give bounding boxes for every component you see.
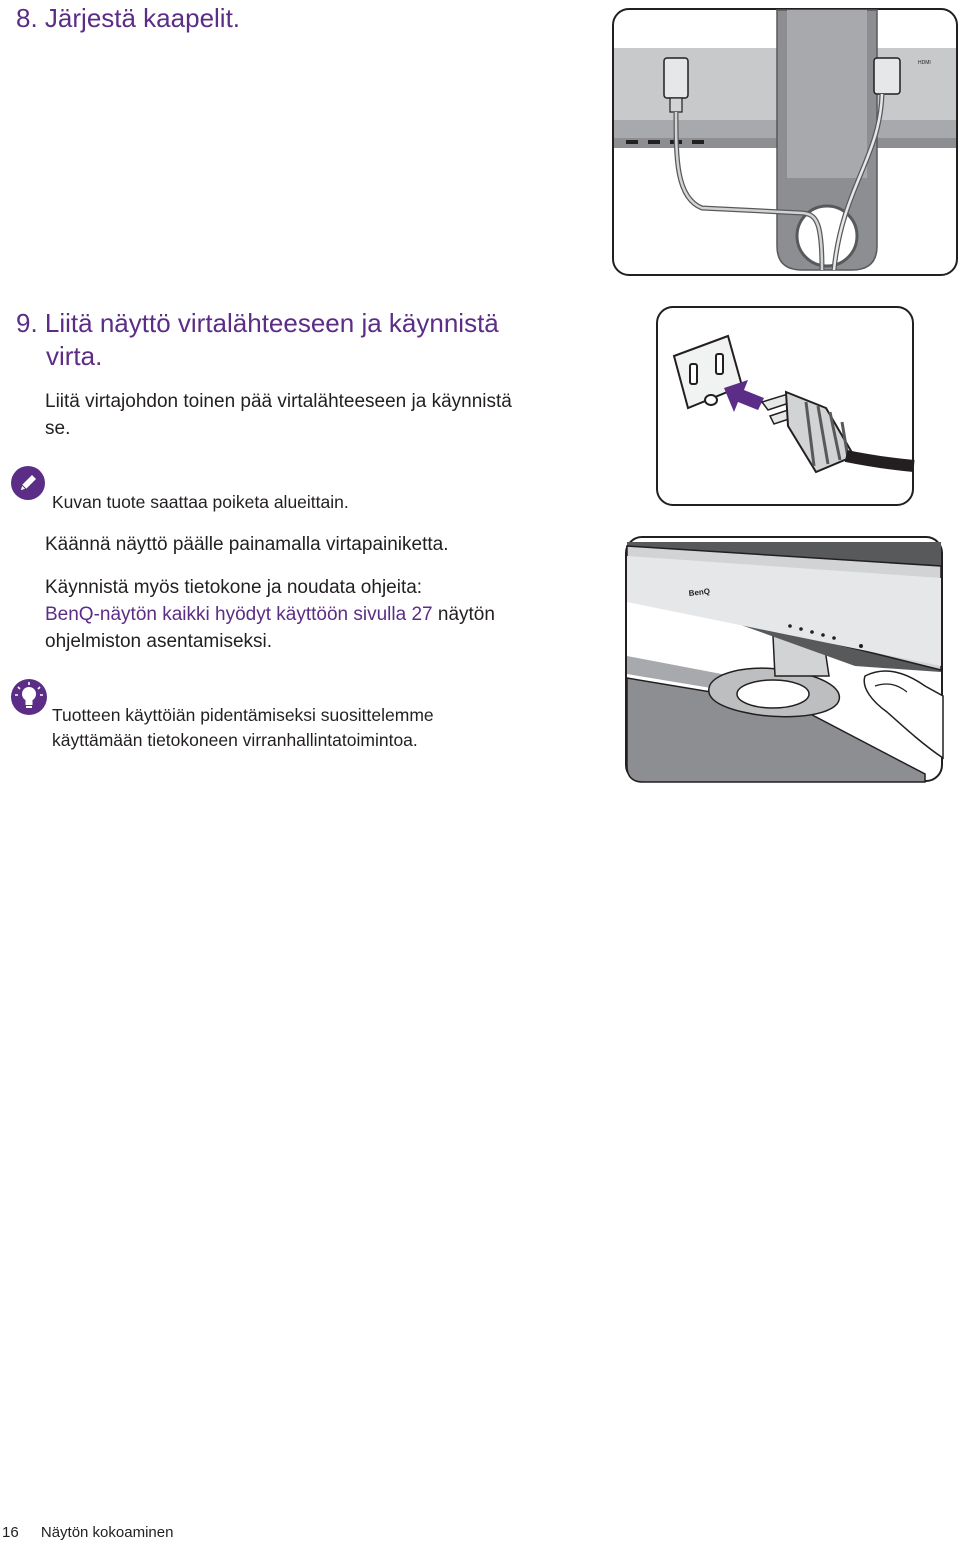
monitor-brand-logo: BenQ [688,586,711,598]
tip-icon-wrap [10,678,48,721]
monitor-power-illustration [625,536,945,784]
paragraph-line: se. [45,418,71,439]
step-number: 8. [16,3,38,33]
footer-section-title: Näytön kokoaminen [40,1524,174,1541]
step-number: 9. [16,308,38,338]
note-pencil-icon-wrap [10,465,46,506]
step-title-line-2: virta. [46,341,103,371]
tip-power-management [52,703,612,753]
hdmi-port-label: HDMI [918,60,931,66]
paragraph-text: näytön [432,604,495,625]
connect-power-paragraph [45,388,605,442]
paragraph-line: Käynnistä myös tietokone ja noudata ohjeita: [45,577,423,598]
power-button-indicator [859,644,863,648]
monitor-power-button-figure [625,536,945,784]
paragraph-line: Liitä virtajohdon toinen pää virtalähteeseen ja käynnistä [45,391,512,412]
pencil-icon [10,465,46,501]
tip-line: käyttämään tietokoneen virranhallintatoimintoa. [52,730,418,750]
paragraph-line: ohjelmiston asentamiseksi. [45,631,273,652]
step-title-line-1: Liitä näyttö virtalähteeseen ja käynnistä [44,308,499,338]
tip-line: Tuotteen käyttöiän pidentämiseksi suosittelemme [52,705,434,725]
step-title: Järjestä kaapelit. [44,3,241,33]
benq-features-link[interactable]: BenQ-näytön kaikki hyödyt käyttöön sivulla 27 [45,604,433,625]
power-on-paragraph: Käännä näyttö päälle painamalla virtapainiketta. [45,534,449,555]
note-region-variance: Kuvan tuote saattaa poiketa alueittain. [52,492,349,512]
step-9-heading [16,307,576,373]
cable-arrangement-illustration [612,8,958,276]
power-outlet-figure [656,306,916,508]
page-number: 16 [2,1524,19,1541]
page-footer [2,1524,173,1541]
step-8-heading [16,2,240,35]
lightbulb-icon [10,678,48,716]
cable-arrangement-figure [612,8,958,276]
power-plug-illustration [656,306,916,508]
computer-instructions-paragraph [45,574,615,655]
